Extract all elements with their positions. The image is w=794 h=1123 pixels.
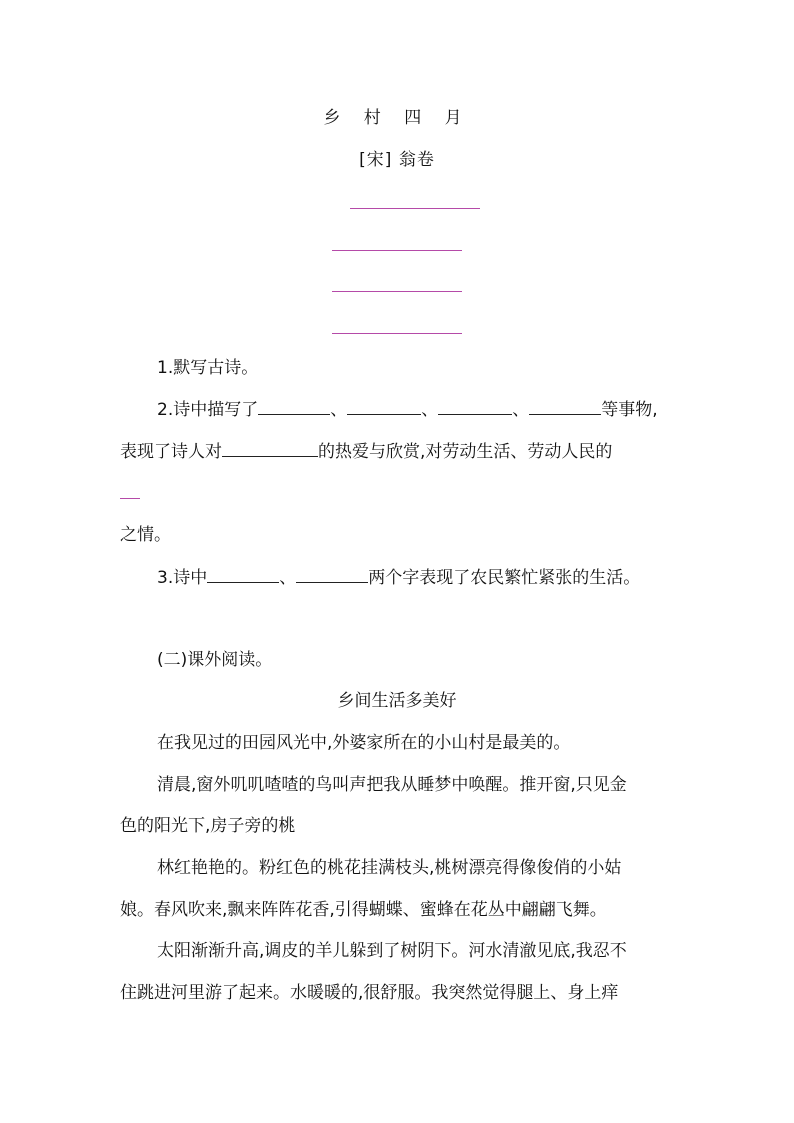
answer-blank-2f[interactable] [120,498,140,499]
question-3 [157,565,640,590]
separator: 、 [330,400,348,420]
question-2-middle: 等事物, [601,400,658,420]
poem-answer-line-2[interactable] [332,250,462,251]
question-3-suffix: 两个字表现了农民繁忙紧张的生活。 [368,568,641,588]
answer-blank-2b[interactable] [347,397,421,415]
reading-paragraph-1: 在我见过的田园风光中,外婆家所在的小山村是最美的。 [157,733,571,753]
reading-section-heading: (二)课外阅读。 [157,650,273,670]
poem-title: 乡 村 四 月 [323,108,471,128]
poem-answer-line-3[interactable] [332,291,462,292]
poem-answer-line-1[interactable] [350,208,480,209]
answer-blank-2a[interactable] [258,397,330,415]
separator: 、 [421,400,439,420]
reading-title: 乡间生活多美好 [337,691,457,711]
answer-blank-3b[interactable] [296,565,368,583]
reading-paragraph-2-line-1: 清晨,窗外叽叽喳喳的鸟叫声把我从睡梦中唤醒。推开窗,只见金 [157,775,627,795]
reading-paragraph-4-line-2: 住跳进河里游了起来。水暖暖的,很舒服。我突然觉得腿上、身上痒 [120,983,619,1003]
answer-blank-2c[interactable] [438,397,512,415]
separator: 、 [279,568,297,588]
question-2-line-2 [120,439,612,464]
question-2-prefix: 2.诗中描写了 [157,400,259,420]
question-2-line-2-suffix: 的热爱与欣赏,对劳动生活、劳动人民的 [318,442,613,462]
answer-blank-2d[interactable] [529,397,601,415]
reading-paragraph-4-line-1: 太阳渐渐升高,调皮的羊儿躲到了树阴下。河水清澈见底,我忍不 [157,941,627,961]
question-3-prefix: 3.诗中 [157,568,208,588]
poem-author: [宋] 翁卷 [359,150,435,170]
separator: 、 [512,400,530,420]
answer-blank-2e[interactable] [222,439,318,457]
question-2-line-4: 之情。 [120,525,171,545]
question-2-line-1 [157,397,658,422]
question-2-line-2-prefix: 表现了诗人对 [120,442,222,462]
poem-answer-line-4[interactable] [332,333,462,334]
question-1: 1.默写古诗。 [157,358,259,378]
reading-paragraph-3-line-2: 娘。春风吹来,飘来阵阵花香,引得蝴蝶、蜜蜂在花丛中翩翩飞舞。 [120,900,607,920]
reading-paragraph-2-line-2: 色的阳光下,房子旁的桃 [120,816,296,836]
answer-blank-3a[interactable] [207,565,279,583]
reading-paragraph-3-line-1: 林红艳艳的。粉红色的桃花挂满枝头,桃树漂亮得像俊俏的小姑 [157,858,622,878]
